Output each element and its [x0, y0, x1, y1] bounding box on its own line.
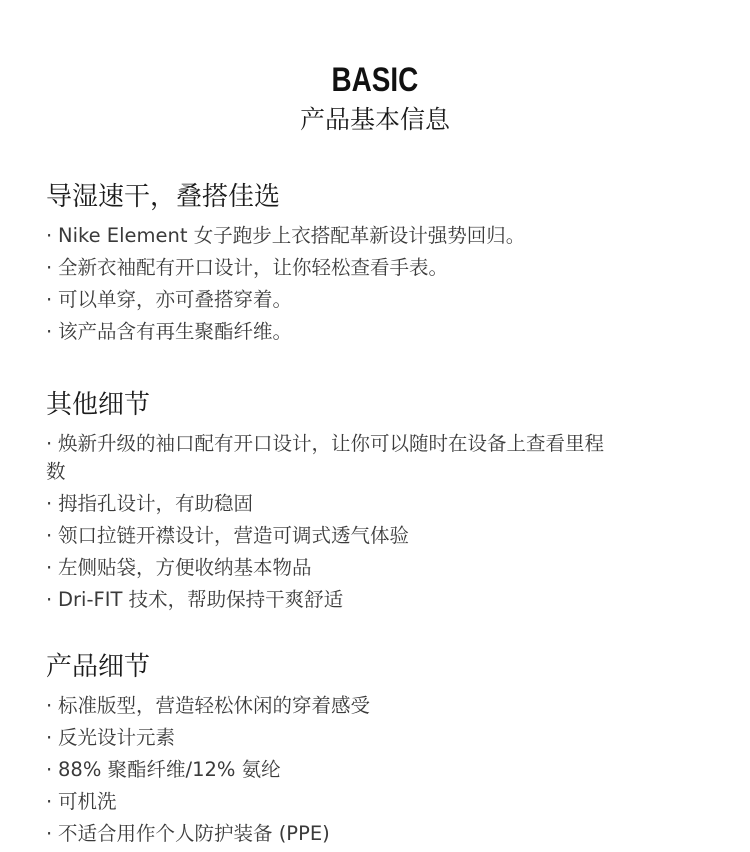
section-title: 导湿速干，叠搭佳选: [46, 182, 281, 212]
section-title: 产品细节: [46, 652, 151, 682]
list-item: [46, 222, 710, 250]
list-item: [46, 756, 710, 784]
list-item-text: 不适合用作个人防护装备 (PPE): [58, 822, 330, 845]
list-item: [46, 286, 710, 314]
page-subtitle: 产品基本信息: [299, 105, 450, 134]
list-item-text: 左侧贴袋，方便收纳基本物品: [58, 556, 312, 579]
section-title: 其他细节: [46, 390, 151, 420]
list-item-text: 88% 聚酯纤维/12% 氨纶: [58, 758, 281, 781]
section-other-details: [46, 388, 710, 618]
list-item-text: 领口拉链开襟设计，营造可调式透气体验: [58, 524, 410, 547]
bullet-dot: ·: [46, 432, 53, 455]
bullet-dot: ·: [46, 694, 53, 717]
bullet-dot: ·: [46, 320, 53, 343]
list-item: [46, 788, 710, 816]
list-item-text: 反光设计元素: [58, 726, 176, 749]
list-item-text: 拇指孔设计，有助稳固: [58, 492, 254, 515]
bullet-dot: ·: [46, 524, 53, 547]
list-item: [46, 820, 710, 848]
section-moisture-wicking: [46, 180, 710, 350]
list-item-text: Dri-FIT 技术，帮助保持干爽舒适: [58, 588, 344, 611]
list-item: [46, 692, 710, 720]
list-item-text: 可机洗: [58, 790, 117, 813]
bullet-dot: ·: [46, 822, 53, 845]
list-item-text: 焕新升级的袖口配有开口设计，让你可以随时在设备上查看里程: [58, 432, 605, 455]
bullet-dot: ·: [46, 492, 53, 515]
bullet-dot: ·: [46, 726, 53, 749]
list-item-text: 全新衣袖配有开口设计，让你轻松查看手表。: [58, 256, 449, 279]
list-item: [46, 254, 710, 282]
list-item-text: 可以单穿，亦可叠搭穿着。: [58, 288, 293, 311]
brand-title: BASIC: [331, 61, 419, 99]
bullet-dot: ·: [46, 224, 53, 247]
list-item: [46, 318, 710, 346]
list-item: [46, 522, 710, 550]
bullet-dot: ·: [46, 288, 53, 311]
list-item: [46, 724, 710, 752]
list-item: [46, 490, 710, 518]
bullet-dot: ·: [46, 758, 53, 781]
list-item-text-wrap: 数: [46, 460, 66, 483]
list-item: [46, 554, 710, 582]
header: [0, 58, 750, 136]
bullet-dot: ·: [46, 790, 53, 813]
list-item: [46, 430, 710, 486]
list-item-text: 标准版型，营造轻松休闲的穿着感受: [58, 694, 371, 717]
list-item-text: 该产品含有再生聚酯纤维。: [58, 320, 293, 343]
list-item-text: Nike Element 女子跑步上衣搭配革新设计强势回归。: [58, 224, 526, 247]
bullet-dot: ·: [46, 588, 53, 611]
section-product-details: [46, 650, 710, 852]
list-item: [46, 586, 710, 614]
bullet-dot: ·: [46, 556, 53, 579]
bullet-dot: ·: [46, 256, 53, 279]
